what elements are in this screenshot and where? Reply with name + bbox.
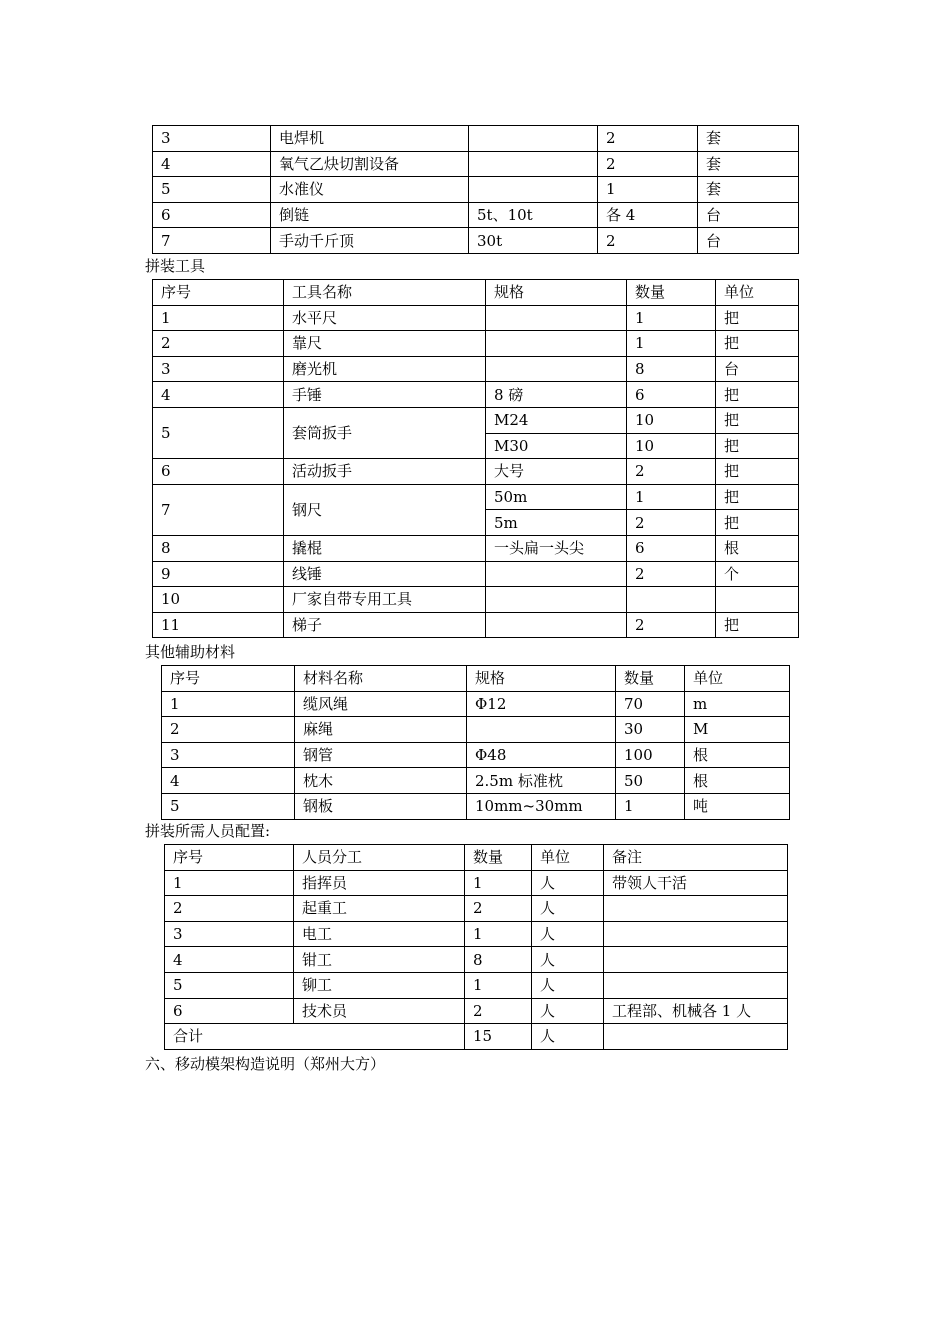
staff-cell: 指挥员 [294, 870, 465, 896]
equipment-row [153, 126, 799, 152]
tools-row [153, 561, 799, 587]
staff-cell: 工程部、机械各 1 人 [604, 998, 788, 1024]
tools-cell: 把 [716, 407, 799, 433]
tools-table [152, 279, 799, 638]
staff-cell: 铆工 [294, 972, 465, 998]
tools-cell: 套筒扳手 [284, 407, 486, 458]
equipment-cell [469, 126, 598, 152]
tools-cell: 一头扁一头尖 [486, 535, 627, 561]
tools-cell: 8 磅 [486, 382, 627, 408]
materials-header-cell: 单位 [685, 666, 790, 692]
materials-header-row [162, 666, 790, 692]
tools-cell: 10 [153, 587, 284, 613]
staff-total-unit: 人 [532, 1024, 604, 1050]
tools-row [153, 587, 799, 613]
tools-cell: 靠尺 [284, 331, 486, 357]
materials-cell: 4 [162, 768, 295, 794]
staff-cell: 人 [532, 870, 604, 896]
staff-cell [604, 947, 788, 973]
staff-cell [604, 921, 788, 947]
staff-cell: 1 [465, 921, 532, 947]
staff-cell [604, 972, 788, 998]
staff-row [165, 870, 788, 896]
tools-cell: 撬棍 [284, 535, 486, 561]
staff-total-count: 15 [465, 1024, 532, 1050]
materials-header-cell: 数量 [616, 666, 685, 692]
materials-cell: 5 [162, 793, 295, 819]
equipment-cell: 电焊机 [271, 126, 469, 152]
tools-row [153, 484, 799, 510]
tools-header-cell: 单位 [716, 280, 799, 306]
tools-cell: 个 [716, 561, 799, 587]
tools-cell: 6 [627, 535, 716, 561]
equipment-cell: 台 [698, 202, 799, 228]
staff-cell [604, 896, 788, 922]
tools-cell: 11 [153, 612, 284, 638]
materials-cell: M [685, 717, 790, 743]
materials-cell: 根 [685, 742, 790, 768]
equipment-row [153, 228, 799, 254]
equipment-cell: 套 [698, 126, 799, 152]
materials-header-cell: 材料名称 [295, 666, 467, 692]
materials-row [162, 717, 790, 743]
staff-row [165, 972, 788, 998]
staff-header-cell: 单位 [532, 845, 604, 871]
staff-row [165, 896, 788, 922]
tools-cell: 1 [153, 305, 284, 331]
tools-cell: 把 [716, 433, 799, 459]
tools-row [153, 331, 799, 357]
tools-cell: 活动扳手 [284, 459, 486, 485]
equipment-cell: 套 [698, 177, 799, 203]
tools-row [153, 407, 799, 433]
equipment-cell: 7 [153, 228, 271, 254]
tools-cell: 10 [627, 433, 716, 459]
staff-cell: 5 [165, 972, 294, 998]
equipment-cell: 各 4 [598, 202, 698, 228]
equipment-cell: 手动千斤顶 [271, 228, 469, 254]
tools-cell: 2 [153, 331, 284, 357]
equipment-cell: 1 [598, 177, 698, 203]
staff-cell: 人 [532, 896, 604, 922]
tools-cell: 2 [627, 561, 716, 587]
materials-cell: 钢板 [295, 793, 467, 819]
materials-cell: 1 [162, 691, 295, 717]
tools-row [153, 305, 799, 331]
staff-cell: 6 [165, 998, 294, 1024]
materials-cell: 10mm~30mm [467, 793, 616, 819]
tools-cell [486, 305, 627, 331]
tools-cell: 2 [627, 510, 716, 536]
staff-cell: 技术员 [294, 998, 465, 1024]
staff-header-cell: 人员分工 [294, 845, 465, 871]
materials-table [161, 665, 790, 820]
tools-header-cell: 规格 [486, 280, 627, 306]
staff-cell: 1 [465, 870, 532, 896]
tools-row [153, 382, 799, 408]
equipment-row [153, 177, 799, 203]
tools-cell: M24 [486, 407, 627, 433]
materials-cell: 根 [685, 768, 790, 794]
tools-cell [627, 587, 716, 613]
equipment-cell [469, 151, 598, 177]
tools-cell: 8 [627, 356, 716, 382]
tools-cell: 1 [627, 305, 716, 331]
materials-row [162, 742, 790, 768]
staff-cell: 钳工 [294, 947, 465, 973]
staff-header-cell: 序号 [165, 845, 294, 871]
equipment-row [153, 202, 799, 228]
staff-cell: 人 [532, 921, 604, 947]
equipment-cell [469, 177, 598, 203]
tools-row [153, 356, 799, 382]
equipment-table [152, 125, 799, 254]
tools-cell: 水平尺 [284, 305, 486, 331]
equipment-cell: 氧气乙炔切割设备 [271, 151, 469, 177]
staff-total-note [604, 1024, 788, 1050]
tools-row [153, 459, 799, 485]
staff-cell: 8 [465, 947, 532, 973]
tools-cell: 2 [627, 612, 716, 638]
tools-section-title: 拼装工具 [145, 257, 206, 275]
tools-cell: 把 [716, 484, 799, 510]
staff-section-title: 拼装所需人员配置: [145, 822, 271, 840]
tools-cell: 梯子 [284, 612, 486, 638]
tools-cell: 1 [627, 331, 716, 357]
materials-cell: 麻绳 [295, 717, 467, 743]
staff-cell: 人 [532, 998, 604, 1024]
tools-cell: 7 [153, 484, 284, 535]
tools-cell: 5 [153, 407, 284, 458]
materials-cell [467, 717, 616, 743]
tools-cell [486, 612, 627, 638]
materials-cell: 70 [616, 691, 685, 717]
tools-cell: 6 [153, 459, 284, 485]
tools-cell: 厂家自带专用工具 [284, 587, 486, 613]
tools-cell: 8 [153, 535, 284, 561]
materials-cell: 1 [616, 793, 685, 819]
materials-row [162, 691, 790, 717]
tools-cell: 6 [627, 382, 716, 408]
tools-row [153, 535, 799, 561]
materials-cell: 3 [162, 742, 295, 768]
equipment-table-block [152, 125, 799, 254]
staff-table [164, 844, 788, 1050]
tools-cell: 10 [627, 407, 716, 433]
tools-cell: 钢尺 [284, 484, 486, 535]
staff-cell: 4 [165, 947, 294, 973]
staff-cell: 电工 [294, 921, 465, 947]
materials-cell: 枕木 [295, 768, 467, 794]
section-heading: 六、移动模架构造说明（郑州大方） [145, 1055, 386, 1073]
materials-cell: 钢管 [295, 742, 467, 768]
tools-cell: 4 [153, 382, 284, 408]
tools-cell: 1 [627, 484, 716, 510]
equipment-cell: 6 [153, 202, 271, 228]
equipment-cell: 3 [153, 126, 271, 152]
staff-cell: 人 [532, 972, 604, 998]
tools-header-cell: 工具名称 [284, 280, 486, 306]
materials-cell: 50 [616, 768, 685, 794]
tools-cell [716, 587, 799, 613]
tools-cell: 线锤 [284, 561, 486, 587]
materials-cell: Φ12 [467, 691, 616, 717]
materials-cell: 2 [162, 717, 295, 743]
materials-cell: Φ48 [467, 742, 616, 768]
tools-cell [486, 561, 627, 587]
tools-cell: 台 [716, 356, 799, 382]
tools-cell: 5m [486, 510, 627, 536]
tools-cell [486, 587, 627, 613]
staff-total-row [165, 1024, 788, 1050]
staff-header-row [165, 845, 788, 871]
tools-cell: 根 [716, 535, 799, 561]
staff-cell: 1 [465, 972, 532, 998]
staff-cell: 2 [465, 896, 532, 922]
equipment-cell: 2 [598, 126, 698, 152]
materials-table-block [161, 665, 790, 820]
staff-total-label: 合计 [165, 1024, 465, 1050]
tools-cell: 大号 [486, 459, 627, 485]
staff-cell: 2 [165, 896, 294, 922]
equipment-cell: 4 [153, 151, 271, 177]
equipment-cell: 台 [698, 228, 799, 254]
tools-cell: 9 [153, 561, 284, 587]
materials-cell: 30 [616, 717, 685, 743]
tools-cell [486, 331, 627, 357]
materials-section-title: 其他辅助材料 [145, 643, 236, 661]
equipment-cell: 5t、10t [469, 202, 598, 228]
staff-cell: 1 [165, 870, 294, 896]
staff-row [165, 947, 788, 973]
materials-header-cell: 规格 [467, 666, 616, 692]
staff-table-block [164, 844, 788, 1050]
staff-cell: 起重工 [294, 896, 465, 922]
staff-cell: 带领人干活 [604, 870, 788, 896]
tools-table-block [152, 279, 799, 638]
materials-row [162, 793, 790, 819]
materials-cell: m [685, 691, 790, 717]
tools-cell: 把 [716, 612, 799, 638]
materials-row [162, 768, 790, 794]
equipment-cell: 30t [469, 228, 598, 254]
tools-cell: 把 [716, 305, 799, 331]
equipment-cell: 5 [153, 177, 271, 203]
tools-header-row [153, 280, 799, 306]
materials-cell: 吨 [685, 793, 790, 819]
tools-row [153, 612, 799, 638]
tools-cell: 把 [716, 331, 799, 357]
tools-cell: 50m [486, 484, 627, 510]
tools-header-cell: 序号 [153, 280, 284, 306]
staff-cell: 3 [165, 921, 294, 947]
tools-cell: 把 [716, 382, 799, 408]
tools-cell: 把 [716, 510, 799, 536]
materials-cell: 缆风绳 [295, 691, 467, 717]
equipment-cell: 2 [598, 228, 698, 254]
tools-cell: 3 [153, 356, 284, 382]
materials-header-cell: 序号 [162, 666, 295, 692]
tools-cell: 把 [716, 459, 799, 485]
tools-cell: 磨光机 [284, 356, 486, 382]
tools-cell: 手锤 [284, 382, 486, 408]
equipment-cell: 2 [598, 151, 698, 177]
tools-cell: 2 [627, 459, 716, 485]
materials-cell: 100 [616, 742, 685, 768]
equipment-cell: 水准仪 [271, 177, 469, 203]
staff-row [165, 998, 788, 1024]
staff-header-cell: 备注 [604, 845, 788, 871]
staff-row [165, 921, 788, 947]
tools-cell [486, 356, 627, 382]
tools-header-cell: 数量 [627, 280, 716, 306]
materials-cell: 2.5m 标准枕 [467, 768, 616, 794]
equipment-row [153, 151, 799, 177]
equipment-cell: 倒链 [271, 202, 469, 228]
equipment-cell: 套 [698, 151, 799, 177]
staff-cell: 2 [465, 998, 532, 1024]
tools-cell: M30 [486, 433, 627, 459]
staff-cell: 人 [532, 947, 604, 973]
staff-header-cell: 数量 [465, 845, 532, 871]
